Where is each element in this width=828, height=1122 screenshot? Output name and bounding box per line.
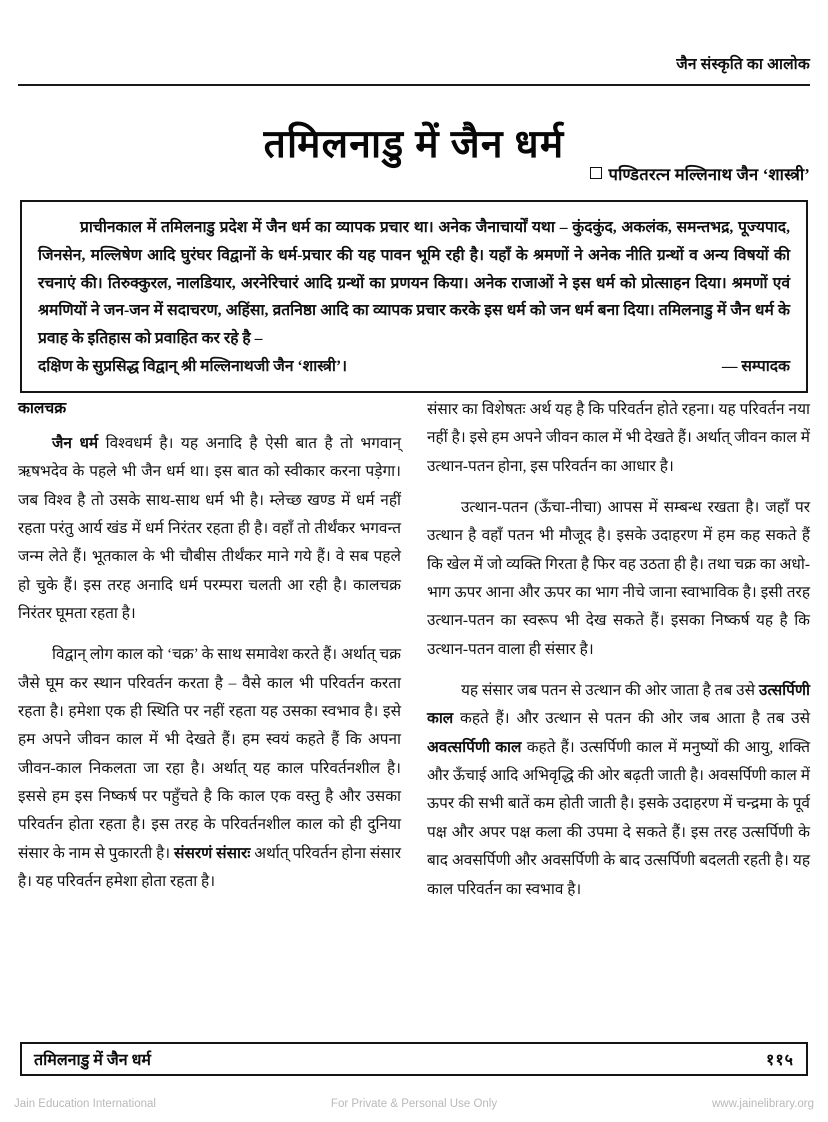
footer-page-number: ११५ xyxy=(766,1052,794,1069)
watermark-middle: For Private & Personal Use Only xyxy=(330,1097,498,1110)
paragraph-right-3-part1: यह संसार जब पतन से उत्थान की ओर जाता है तब उसे xyxy=(461,682,759,700)
header-rule xyxy=(18,84,810,86)
paragraph-left-1-lead: जैन धर्म xyxy=(52,435,99,452)
page-title: तमिलनाडु में जैन धर्म xyxy=(263,123,565,167)
paragraph-right-3-keyword-utsarpini: उत्सर्पिणी काल xyxy=(427,682,810,728)
watermark-left: Jain Education International xyxy=(14,1097,156,1110)
watermark-right: www.jainelibrary.org xyxy=(711,1097,814,1110)
paragraph-left-2-text: विद्वान् लोग काल को ‘चक्र’ के साथ समावेश करते हैं। अर्थात् चक्र जैसे घूम कर स्थान परिवर्तन करता है – वैसे काल भी परिवर्तन करता रहता है। हमेशा एक ही स्थिति पर नहीं रहता यह उसका स्वभाव है। इसे हम अपने जीवन काल में भी देखते हैं। हम स्वयं कहते हैं कि अपना जीवन-काल निकलता जा रहा है। अर्थात् यह काल परिवर्तनशील है। इससे हम इस निष्कर्ष पर पहुँचते है कि काल एक वस्तु है और उसका परिवर्तन होता रहता है। इस तरह के परिवर्तनशील काल को ही दुनिया संसार के नाम से पुकारती है। xyxy=(18,646,401,862)
right-column xyxy=(427,396,810,1026)
paragraph-right-1 xyxy=(427,396,810,481)
author-byline xyxy=(18,162,810,185)
paragraph-right-3-part3: कहते हैं। उत्सर्पिणी काल में मनुष्यों की आयु, शक्ति और ऊँचाई आदि अभिवृद्धि की ओर बढ़ती जाती है। अवसर्पिणी काल में ऊपर की सभी बातें कम होती जाती है। इसके उदाहरण में चन्द्रमा के पूर्व पक्ष और अपर पक्ष कला की उपमा दे सकते हैं। इस तरह उत्सर्पिणी के बाद अवसर्पिणी और अवसर्पिणी के बाद उत्सर्पिणी बदलती रहती है। यह काल परिवर्तन का स्वभाव है। xyxy=(427,738,810,898)
paragraph-left-1-text: विश्वधर्म है। यह अनादि है ऐसी बात है तो भगवान् ऋषभदेव के पहले भी जैन धर्म था। इस बात को स्वीकार करना पड़ेगा। जब विश्व है तो उसके साथ-साथ धर्म भी है। म्लेच्छ खण्ड में धर्म नहीं रहता परंतु आर्य खंड में धर्म निरंतर रहता ही है। वहाँ तो तीर्थंकर भगवन्त जन्म लेते हैं। भूतकाल के भी चौबीस तीर्थंकर माने गये हैं। वे सब पहले हो चुके हैं। इस तरह अनादि धर्म परम्परा चलती आ रही है। कालचक्र निरंतर घूमता रहता है। xyxy=(18,435,401,623)
running-head: जैन संस्कृति का आलोक xyxy=(676,56,810,73)
paragraph-right-3-keyword-avasarpini: अवत्सर्पिणी काल xyxy=(427,738,522,756)
left-column xyxy=(18,396,401,1026)
footer-article-title: तमिलनाडु में जैन धर्म xyxy=(34,1052,151,1069)
bullet-square-icon xyxy=(590,167,602,179)
abstract-signature: — सम्पादक xyxy=(721,357,790,375)
watermark-strip xyxy=(0,1085,828,1122)
abstract-body: प्राचीनकाल में तमिलनाडु प्रदेश में जैन धर्म का व्यापक प्रचार था। अनेक जैनाचार्यों यथा – कुंदकुंद, अकलंक, समन्तभद्र, पूज्यपाद, जिनसेन, मल्लिषेण आदि घुरंघर विद्वानों के धर्म-प्रचार की यह पावन भूमि रही है। यहाँ के श्रमणों ने अनेक नीति ग्रन्थों व अन्य विषयों की रचनाएं की। तिरुक्कुरल, नालडियार, अरनेरिचारं आदि ग्रन्थों का प्रणयन किया। अनेक राजाओं ने इस धर्म को प्रोत्साहन दिया। श्रमणों एवं श्रमणियों ने जन-जन में सदाचरण, अहिंसा, व्रतनिष्ठा आदि का व्यापक प्रचार करके इस धर्म को जन धर्म बना दिया। तमिलनाडु में जैन धर्म के प्रवाह के इतिहास को प्रवाहित कर रहे है – xyxy=(38,219,790,347)
abstract-box xyxy=(20,200,808,393)
paragraph-left-1 xyxy=(18,430,401,628)
paragraph-right-1-text: संसार का विशेषतः अर्थ यह है कि परिवर्तन होते रहना। यह परिवर्तन नया नहीं है। इसे हम अपने जीवन काल में भी देखते हैं। अर्थात् जीवन काल में उत्थान-पतन होना, इस परिवर्तन का आधार है। xyxy=(427,401,810,475)
footer-box xyxy=(20,1042,808,1076)
paragraph-left-2 xyxy=(18,641,401,896)
paragraph-right-2-text: उत्थान-पतन (ऊँचा-नीचा) आपस में सम्बन्ध रखता है। जहाँ पर उत्थान है वहाँ पतन भी मौजूद है। इसके उदाहरण में हम कह सकते हैं कि खेल में जो व्यक्ति गिरता है फिर वह उठता ही है। तथा चक्र का अधो-भाग ऊपर आना और ऊपर का भाग नीचे जाना स्वाभाविक है। इसी तरह उत्थान-पतन का स्वरूप भी देख सकते हैं। इसका निष्कर्ष यह है कि उत्थान-पतन वाला ही संसार है। xyxy=(427,499,810,658)
paragraph-left-2-tail: अर्थात् परिवर्तन होना संसार है। यह परिवर्तन हमेशा होता रहता है। xyxy=(18,844,401,891)
paragraph-left-2-keyword: संसरणं संसारः xyxy=(174,844,251,862)
section-heading-kalachakra: कालचक्र xyxy=(18,400,67,417)
body-columns xyxy=(18,396,810,1026)
author-name: पण्डितरत्न मल्लिनाथ जैन ‘शास्त्री’ xyxy=(608,165,810,184)
abstract-last-line xyxy=(38,353,790,381)
paragraph-right-3 xyxy=(427,677,810,904)
abstract-tail-text: दक्षिण के सुप्रसिद्ध विद्वान् श्री मल्लिनाथजी जैन ‘शास्त्री’। xyxy=(38,357,348,375)
paragraph-right-2 xyxy=(427,494,810,664)
paragraph-right-3-part2: कहते हैं। और उत्थान से पतन की ओर जब आता है तब उसे xyxy=(453,710,810,728)
